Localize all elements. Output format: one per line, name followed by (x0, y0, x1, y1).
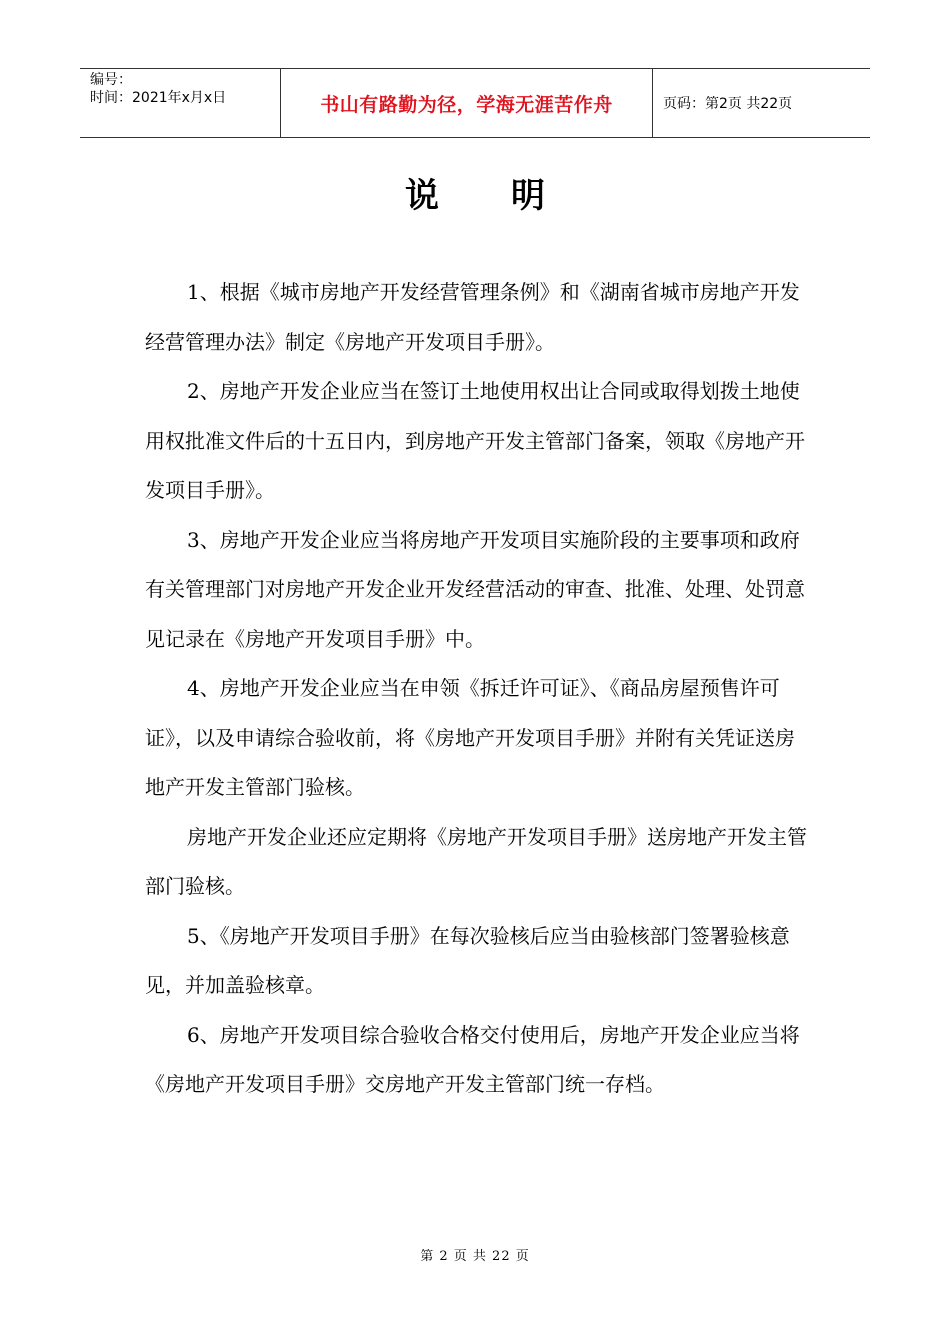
paragraph-5: 5、《房地产开发项目手册》在每次验核后应当由验核部门签署验核意见，并加盖验核章。 (145, 923, 790, 997)
paragraph-2: 2、房地产开发企业应当在签订土地使用权出让合同或取得划拨土地使用权批准文件后的十五日内，到房地产开发主管部门备案，领取《房地产开发项目手册》。 (145, 379, 805, 502)
page-footer: 第 2 页 共 22 页 (420, 1249, 530, 1264)
page-title: 说明 (405, 176, 617, 216)
paragraph-4-cont: 房地产开发企业还应定期将《房地产开发项目手册》送房地产开发主管部门验核。 (145, 824, 807, 898)
paragraph-6: 6、房地产开发项目综合验收合格交付使用后，房地产开发企业应当将《房地产开发项目手册》交房地产开发主管部门统一存档。 (145, 1022, 800, 1096)
header-table (80, 68, 870, 138)
paragraph-4: 4、房地产开发企业应当在申领《拆迁许可证》、《商品房屋预售许可证》，以及申请综合验收前，将《房地产开发项目手册》并附有关凭证送房地产开发主管部门验核。 (145, 676, 795, 799)
document-body (145, 268, 813, 1110)
header-page-info: 页码：第2页 共22页 (663, 96, 793, 112)
time-label: 时间：2021年x月x日 (90, 90, 227, 106)
header-motto: 书山有路勤为径，学海无涯苦作舟 (281, 69, 653, 137)
paragraph-1: 1、根据《城市房地产开发经营管理条例》和《湖南省城市房地产开发经营管理办法》制定《房地产开发项目手册》。 (145, 280, 800, 354)
header-meta-cell (80, 69, 281, 137)
paragraph-3: 3、房地产开发企业应当将房地产开发项目实施阶段的主要事项和政府有关管理部门对房地产开发企业开发经营活动的审查、批准、处理、处罚意见记录在《房地产开发项目手册》中。 (145, 527, 805, 651)
number-label: 编号： (90, 72, 132, 88)
